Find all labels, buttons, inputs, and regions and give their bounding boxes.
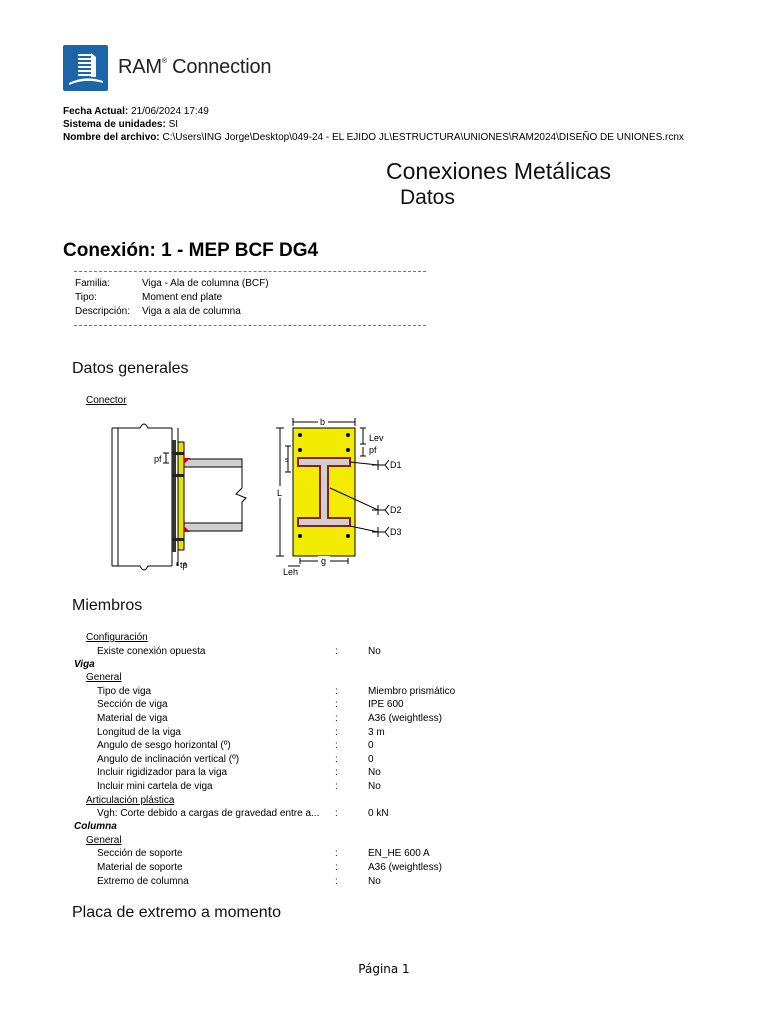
label-pf-right: pf (369, 445, 377, 455)
meta-archivo: Nombre del archivo: C:\Users\ING Jorge\Desktop\049-24 - EL EJIDO JL\ESTRUCTURA\UNIONES\RAM2024\DISEÑO DE UNIONES.rcnx (63, 132, 684, 143)
label-pf-left: pf (154, 454, 162, 464)
building-icon (63, 45, 108, 91)
label-b: b (320, 417, 326, 427)
label-lev: Lev (369, 433, 384, 443)
divider (74, 271, 426, 272)
page-number: Página 1 (358, 962, 410, 976)
document-title: Conexiones Metálicas (386, 158, 612, 184)
label-l: L (277, 488, 283, 498)
member-row: Vgh: Corte debido a cargas de gravedad entre a... : 0 kN (97, 808, 389, 819)
label-conector: Conector (86, 395, 127, 406)
label-general-columna: General (86, 835, 122, 846)
label-general-viga: General (86, 672, 122, 683)
divider (74, 325, 426, 326)
member-row: Extremo de columna : No (97, 876, 381, 887)
label-s: s (285, 457, 289, 464)
member-row: Tipo de viga : Miembro prismático (97, 686, 456, 697)
section-datos-generales: Datos generales (72, 360, 189, 377)
member-row: Existe conexión opuesta : No (97, 646, 381, 657)
member-row: Angulo de sesgo horizontal (º) : 0 (97, 740, 374, 751)
label-d1: D1 (390, 460, 402, 470)
label-tp: tp (180, 560, 188, 570)
label-d2: D2 (390, 505, 402, 515)
member-row: Longitud de la viga : 3 m (97, 727, 385, 738)
member-row: Sección de soporte : EN_HE 600 A (97, 848, 430, 859)
connector-diagram (100, 408, 440, 580)
section-miembros: Miembros (72, 597, 143, 614)
info-descripcion: Descripción: Viga a ala de columna (75, 306, 241, 317)
section-placa: Placa de extremo a momento (72, 904, 281, 921)
meta-fecha: Fecha Actual: 21/06/2024 17:49 (63, 106, 209, 117)
connection-title: Conexión: 1 - MEP BCF DG4 (63, 240, 319, 261)
label-g: g (321, 556, 327, 566)
info-familia: Familia: Viga - Ala de columna (BCF) (75, 278, 269, 289)
group-columna: Columna (74, 821, 117, 832)
info-tipo: Tipo: Moment end plate (75, 292, 223, 303)
member-row: Sección de viga : IPE 600 (97, 699, 404, 710)
meta-unidades: Sistema de unidades: SI (63, 119, 179, 130)
app-logo-text: RAM® Connection (118, 56, 272, 78)
member-row: Incluir mini cartela de viga : No (97, 781, 381, 792)
label-leh: Leh (283, 567, 299, 577)
label-d3: D3 (390, 527, 402, 537)
member-row: Incluir rigidizador para la viga : No (97, 767, 381, 778)
label-configuracion: Configuración (86, 632, 148, 643)
member-row: Material de soporte : A36 (weightless) (97, 862, 442, 873)
member-row: Angulo de inclinación vertical (º) : 0 (97, 754, 374, 765)
member-row: Material de viga : A36 (weightless) (97, 713, 442, 724)
document-subtitle: Datos (400, 186, 455, 209)
label-articulacion: Articulación plástica (86, 795, 175, 806)
group-viga: Viga (74, 659, 95, 670)
